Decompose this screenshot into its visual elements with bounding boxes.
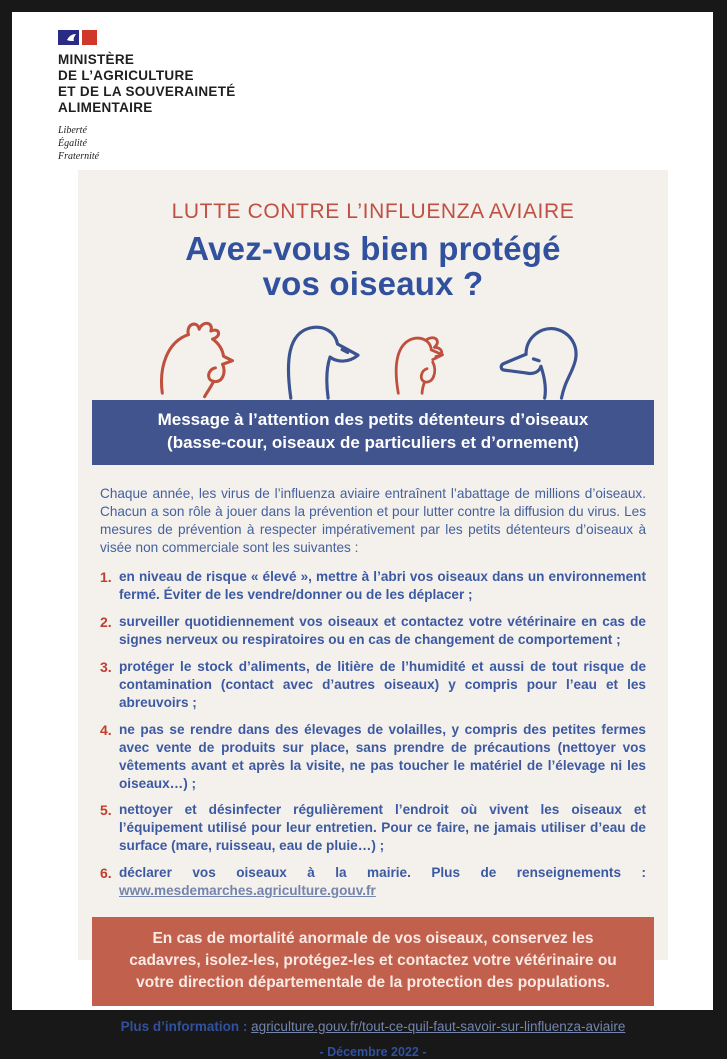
- intro-paragraph: Chaque année, les virus de l’influenza aviaire entraînent l’abattage de millions d’oiseaux. Chacun a son rôle à jouer dans la prévention et pour lutter contre la diffusion du virus. Les mesures de prévention à respecter impérativement par les petits détenteurs d’oiseaux à visée non commerciale sont les suivantes :: [100, 485, 646, 556]
- measure-item-5: [100, 801, 646, 855]
- mesdemarches-link[interactable]: www.mesdemarches.agriculture.gouv.fr: [119, 883, 376, 899]
- audience-banner-line1: Message à l’attention des petits détenteurs d’oiseaux: [157, 409, 589, 429]
- poster-card: [78, 170, 668, 1059]
- motto-line: Égalité: [58, 137, 87, 149]
- publication-date: - Décembre 2022 -: [319, 1045, 427, 1059]
- marianne-icon: [66, 32, 78, 43]
- more-info-label: Plus d’information :: [120, 1019, 252, 1035]
- measure-text: protéger le stock d’aliments, de litière de l’humidité et aussi de tout risque de contamination (contact avec d’autres oiseaux) y compris pour l’eau et les abreuvoirs ;: [119, 658, 646, 710]
- duck-icon: [490, 316, 590, 400]
- more-info-line: [78, 1019, 668, 1034]
- motto-line: Fraternité: [58, 150, 100, 162]
- measure-text: surveiller quotidiennement vos oiseaux et contactez votre vétérinaire en cas de signes nerveux ou respiratoires ou en cas de changement de comportement ;: [119, 614, 646, 647]
- document-page: [12, 12, 713, 1059]
- measure-number: 4.: [100, 721, 112, 738]
- bird-illustrations: [78, 314, 668, 400]
- republic-motto: [58, 124, 236, 163]
- ministry-name-line: MINISTÈRE: [58, 52, 135, 67]
- measure-item-3: [100, 658, 646, 712]
- measure-item-6: [100, 864, 646, 900]
- ministry-name-line: ALIMENTAIRE: [58, 99, 153, 115]
- flag-red-block: [82, 30, 97, 45]
- measure-number: 1.: [100, 569, 112, 586]
- motto-line: Liberté: [58, 124, 87, 136]
- measure-number: 3.: [100, 658, 112, 675]
- mortality-alert-box: En cas de mortalité anormale de vos oiseaux, conservez les cadavres, isolez-les, protégez-les et contactez votre vétérinaire ou votre direction départementale de la protection des populations.: [92, 917, 654, 1006]
- measure-number: 2.: [100, 614, 112, 630]
- chicken-icon: [156, 316, 246, 400]
- ministry-logo-block: [58, 30, 236, 163]
- measure-item-2: [100, 613, 646, 649]
- audience-banner: [92, 400, 654, 465]
- measure-text: ne pas se rendre dans des élevages de volailles, y compris des petites fermes avec vente de produits sur place, sans prendre de précautions (nettoyer vos vêtements avant et après la visite, ne pas toucher le matériel de l’élevage ni les oiseaux…) ;: [119, 721, 646, 791]
- audience-banner-line2: (basse-cour, oiseaux de particuliers et d’ornement): [167, 432, 579, 452]
- prevention-measures-list: [100, 568, 646, 900]
- poster-title-line2: vos oiseaux ?: [262, 264, 484, 302]
- poster-title: [78, 232, 668, 302]
- measure-item-4: [100, 721, 646, 793]
- flag-blue-block: [58, 30, 79, 45]
- measure-number: 5.: [100, 802, 112, 819]
- goose-icon: [268, 316, 364, 400]
- poster-title-line1: Avez-vous bien protégé: [185, 230, 561, 267]
- measure-text: en niveau de risque « élevé », mettre à l’abri vos oiseaux dans un environnement fermé. Éviter de les vendre/donner ou de les déplacer ;: [119, 569, 646, 603]
- measure-text: déclarer vos oiseaux à la mairie. Plus de renseignements :: [119, 865, 646, 881]
- turkey-icon: [386, 316, 468, 400]
- ministry-name: [58, 52, 236, 116]
- ministry-name-line: DE L’AGRICULTURE: [58, 67, 194, 83]
- measure-item-1: [100, 568, 646, 604]
- measure-number: 6.: [100, 865, 112, 882]
- ministry-name-line: ET DE LA SOUVERAINETÉ: [58, 83, 236, 99]
- measure-text: nettoyer et désinfecter régulièrement l’endroit où vivent les oiseaux et l’équipement utilisé pour leur entretien. Pour ce faire, ne jamais utiliser d’eau de surface (mare, ruisseau, eau de pluie…) ;: [119, 802, 646, 854]
- agriculture-gouv-link[interactable]: agriculture.gouv.fr/tout-ce-quil-faut-savoir-sur-linfluenza-aviaire: [251, 1019, 626, 1035]
- french-flag-icon: [58, 30, 236, 45]
- campaign-kicker: LUTTE CONTRE L’INFLUENZA AVIAIRE: [171, 200, 575, 223]
